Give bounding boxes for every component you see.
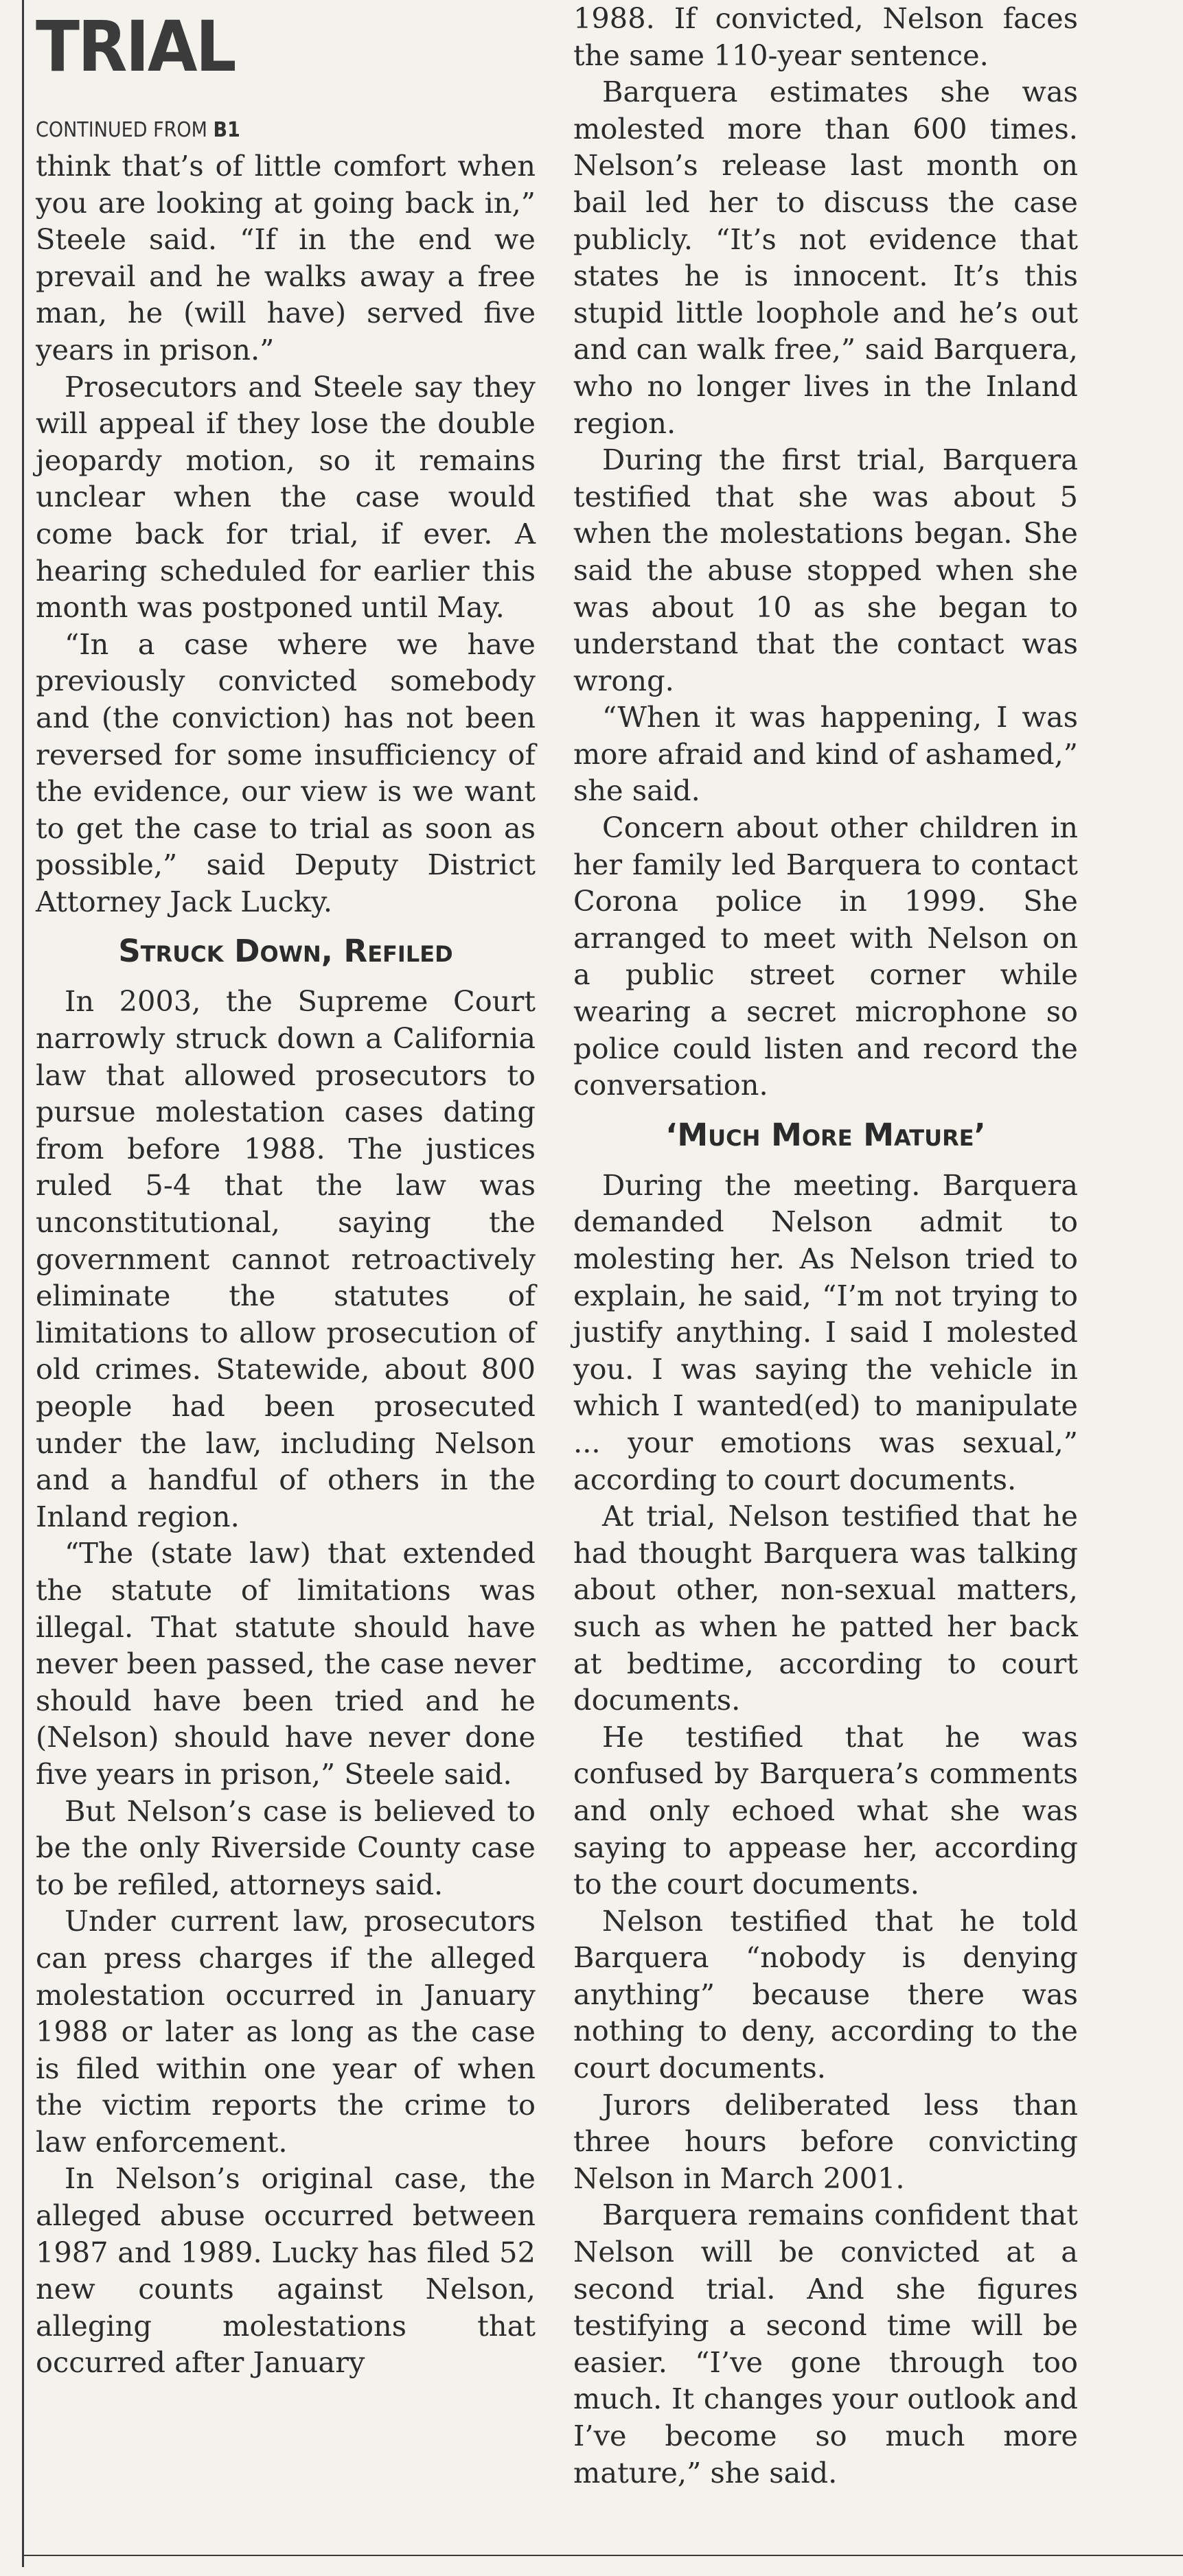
subhead: ‘Much More Mature’	[665, 1116, 986, 1153]
continued-line: CONTINUED FROM B1	[36, 118, 240, 142]
paragraph: At trial, Nelson testified that he had thought Barquera was talking about other, non-sexual matters, such as when he patted her back at bedtime, according to court documents.	[573, 1499, 1078, 1717]
subhead: Struck Down, Refiled	[118, 933, 453, 970]
paragraph: During the first trial, Barquera testified that she was about 5 when the molestations began. She said the abuse stopped when she was about 10 as she began to understand that the contact was wrong.	[573, 443, 1078, 697]
column-2	[573, 0, 1078, 2491]
column-1	[36, 0, 536, 2381]
paragraph: During the meeting. Barquera demanded Nelson admit to molesting her. As Nelson tried to explain, he said, “I’m not trying to justify anything. I said I molested you. I was saying the vehicle in which I wanted(ed) to manipulate ... your emotions was sexual,” according to court documents.	[573, 1168, 1078, 1496]
left-column-rule	[22, 0, 24, 2567]
paragraph: think that’s of little comfort when you are looking at going back in,” Steele said. “If in the end we prevail and he walks away a free man, he (will have) served five years in prison.”	[36, 149, 536, 367]
paragraph: Barquera remains confident that Nelson will be convicted at a second trial. And she figures testifying a second time will be easier. “I’ve gone through too much. It changes your outlook and I’ve become so much more mature,” she said.	[573, 2198, 1078, 2490]
paragraph: “In a case where we have previously convicted somebody and (the conviction) has not been reversed for some insufficiency of the evidence, our view is we want to get the case to trial as soon as possible,” said Deputy District Attorney Jack Lucky.	[36, 627, 536, 918]
paragraph: 1988. If convicted, Nelson faces the same 110-year sentence.	[573, 1, 1078, 72]
bottom-rule	[22, 2555, 1183, 2556]
paragraph: “The (state law) that extended the statute of limitations was illegal. That statute should have never been passed, the case never should have been tried and he (Nelson) should have never done five years in prison,” Steele said.	[36, 1536, 536, 1791]
paragraph: Nelson testified that he told Barquera “nobody is denying anything” because there was nothing to deny, according to the court documents.	[573, 1903, 1078, 2085]
headline: TRIAL	[36, 6, 235, 88]
paragraph: But Nelson’s case is believed to be the only Riverside County case to be refiled, attorneys said.	[36, 1794, 536, 1901]
paragraph: Prosecutors and Steele say they will appeal if they lose the double jeopardy motion, so it remains unclear when the case would come back for trial, if ever. A hearing scheduled for earlier this month was postponed until May.	[36, 369, 536, 625]
paragraph: In 2003, the Supreme Court narrowly struck down a California law that allowed prosecutors to pursue molestation cases dating from before 1988. The justices ruled 5-4 that the law was unconstitutional, saying the government cannot retroactively eliminate the statutes of limitations to allow prosecution of old crimes. Statewide, about 800 people had been prosecuted under the law, including Nelson and a handful of others in the Inland region.	[36, 984, 536, 1533]
paragraph: Under current law, prosecutors can press charges if the alleged molestation occurred in January 1988 or later as long as the case is filed within one year of when the victim reports the crime to law enforcement.	[36, 1904, 536, 2159]
paragraph: He testified that he was confused by Barquera’s comments and only echoed what she was saying to appease her, according to the court documents.	[573, 1719, 1078, 1901]
paragraph: Jurors deliberated less than three hours before convicting Nelson in March 2001.	[573, 2087, 1078, 2195]
paragraph: Barquera estimates she was molested more than 600 times. Nelson’s release last month on bail led her to discuss the case publicly. “It’s not evidence that states he is innocent. It’s this stupid little loophole and he’s out and can walk free,” said Barquera, who no longer lives in the Inland region.	[573, 75, 1078, 440]
paragraph: In Nelson’s original case, the alleged abuse occurred between 1987 and 1989. Lucky has filed 52 new counts against Nelson, alleging molestations that occurred after January	[36, 2161, 536, 2380]
paragraph: “When it was happening, I was more afraid and kind of ashamed,” she said.	[573, 700, 1078, 808]
paragraph: Concern about other children in her family led Barquera to contact Corona police in 1999. She arranged to meet with Nelson on a public street corner while wearing a secret microphone so police could listen and record the conversation.	[573, 811, 1078, 1102]
